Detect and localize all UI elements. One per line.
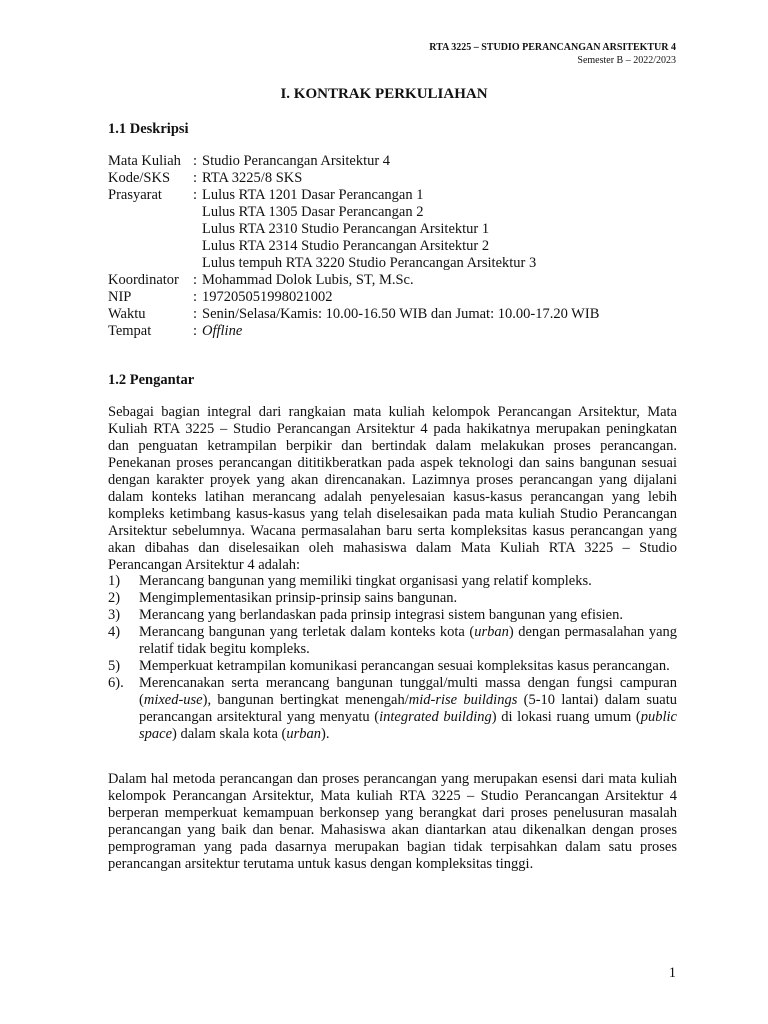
info-colon [193,221,202,238]
info-label: Mata Kuliah [108,153,181,169]
header-course: RTA 3225 – STUDIO PERANCANGAN ARSITEKTUR 4 [429,42,676,53]
info-row [108,221,599,238]
info-row [108,204,599,221]
info-label [108,238,193,255]
info-value: Lulus RTA 2310 Studio Perancangan Arsitektur 1 [202,221,490,237]
list-item [108,675,677,743]
list-item [108,590,677,607]
list-item-text: Memperkuat ketrampilan komunikasi perancangan sesuai kompleksitas kasus perancangan. [139,658,670,674]
section-heading-pengantar: 1.2 Pengantar [108,372,195,388]
info-colon: : [193,187,198,203]
info-value: RTA 3225/8 SKS [202,170,303,186]
info-row [108,306,599,323]
info-colon [193,238,202,255]
list-item [108,624,677,658]
info-row [108,323,599,340]
list-item-number: 3) [108,607,121,623]
intro-paragraph: Sebagai bagian integral dari rangkaian mata kuliah kelompok Perancangan Arsitektur, Mata Kuliah RTA 3225 – Studio Perancangan Arsitektur 4 pada hakikatnya merupakan peningkatan dan penguatan ketrampilan berpikir dan bertindak dalam melakukan proses perancangan. Penekanan proses perancangan dititikberatkan pada aspek teknologi dan sains bangunan sesuai dengan karakter proyek yang akan direncanakan. Lazimnya proses perancangan yang dijalani dalam konteks latihan merancang adalah penyelesaian kasus-kasus perancangan yang lebih kompleks ketimbang kasus-kasus yang telah diselesaikan pada mata kuliah Studio Perancangan Arsitektur sebelumnya. Wacana permasalahan baru serta kompleksitas kasus perancangan yang akan dibahas dan diselesaikan oleh mahasiswa dalam Mata Kuliah RTA 3225 – Studio Perancangan Arsitektur 4 adalah: [108,404,677,573]
info-colon: : [193,153,198,169]
info-label: NIP [108,289,132,305]
list-item-number: 6). [108,675,124,691]
info-row [108,153,599,170]
list-item-number: 4) [108,624,121,640]
info-label [108,221,193,238]
info-label [108,255,193,272]
info-colon [193,255,202,272]
list-item-text: Merancang bangunan yang terletak dalam konteks kota (urban) dengan permasalahan yang relatif tidak begitu kompleks. [139,624,678,657]
info-value: 197205051998021002 [202,289,333,305]
info-colon: : [193,289,198,305]
list-item-text: Merancang bangunan yang memiliki tingkat organisasi yang relatif kompleks. [139,573,592,589]
list-item-text: Merancang yang berlandaskan pada prinsip integrasi sistem bangunan yang efisien. [139,607,623,623]
info-row [108,238,599,255]
list-item-text: Merencanakan serta merancang bangunan tunggal/multi massa dengan fungsi campuran (mixed-use), bangunan bertingkat menengah/mid-rise buildings (5-10 lantai) dalam suatu perancangan arsitektural yang menyatu (integrated building) di lokasi ruang umum (public space) dalam skala kota (urban). [139,675,677,742]
info-row [108,255,599,272]
course-info-table [108,153,599,340]
info-row [108,272,599,289]
list-item-number: 1) [108,573,121,589]
info-value: Senin/Selasa/Kamis: 10.00-16.50 WIB dan Jumat: 10.00-17.20 WIB [202,306,600,322]
info-label: Tempat [108,323,152,339]
list-item [108,607,677,624]
info-colon: : [193,323,198,339]
info-value: Lulus tempuh RTA 3220 Studio Perancangan Arsitektur 3 [202,255,537,271]
page-number: 1 [668,965,676,981]
info-label [108,204,193,221]
info-colon: : [193,272,198,288]
objectives-list [108,573,677,743]
list-item-text: Mengimplementasikan prinsip-prinsip sains bangunan. [139,590,458,606]
list-item [108,658,677,675]
page-title: I. KONTRAK PERKULIAHAN [280,86,488,102]
list-item-number: 5) [108,658,121,674]
info-colon: : [193,170,198,186]
info-value: Lulus RTA 1305 Dasar Perancangan 2 [202,204,424,220]
info-value: Offline [202,323,243,339]
list-item-number: 2) [108,590,121,606]
info-colon: : [193,306,198,322]
info-row [108,170,599,187]
info-colon [193,204,202,221]
info-value: Lulus RTA 2314 Studio Perancangan Arsitektur 2 [202,238,490,254]
info-label: Prasyarat [108,187,162,203]
closing-paragraph: Dalam hal metoda perancangan dan proses perancangan yang merupakan esensi dari mata kuliah kelompok Perancangan Arsitektur, Mata kuliah RTA 3225 – Studio Perancangan Arsitektur 4 berperan memperkuat kemampuan berkonsep yang berangkat dari proses penelusuran masalah perancangan yang baik dan benar. Mahasiswa akan diantarkan atau dikenalkan dengan proses pemprograman yang pada dasarnya merupakan bagian tidak terpisahkan dalam satu proses perancangan arsitektur terutama untuk kasus dengan kompleksitas tinggi. [108,771,677,872]
section-heading-deskripsi: 1.1 Deskripsi [108,121,189,137]
info-value: Lulus RTA 1201 Dasar Perancangan 1 [202,187,424,203]
info-label: Koordinator [108,272,179,288]
info-row [108,289,599,306]
info-value: Mohammad Dolok Lubis, ST, M.Sc. [202,272,414,288]
info-label: Kode/SKS [108,170,171,186]
info-label: Waktu [108,306,146,322]
list-item [108,573,677,590]
info-value: Studio Perancangan Arsitektur 4 [202,153,391,169]
header-semester: Semester B – 2022/2023 [577,55,676,66]
info-row [108,187,599,204]
